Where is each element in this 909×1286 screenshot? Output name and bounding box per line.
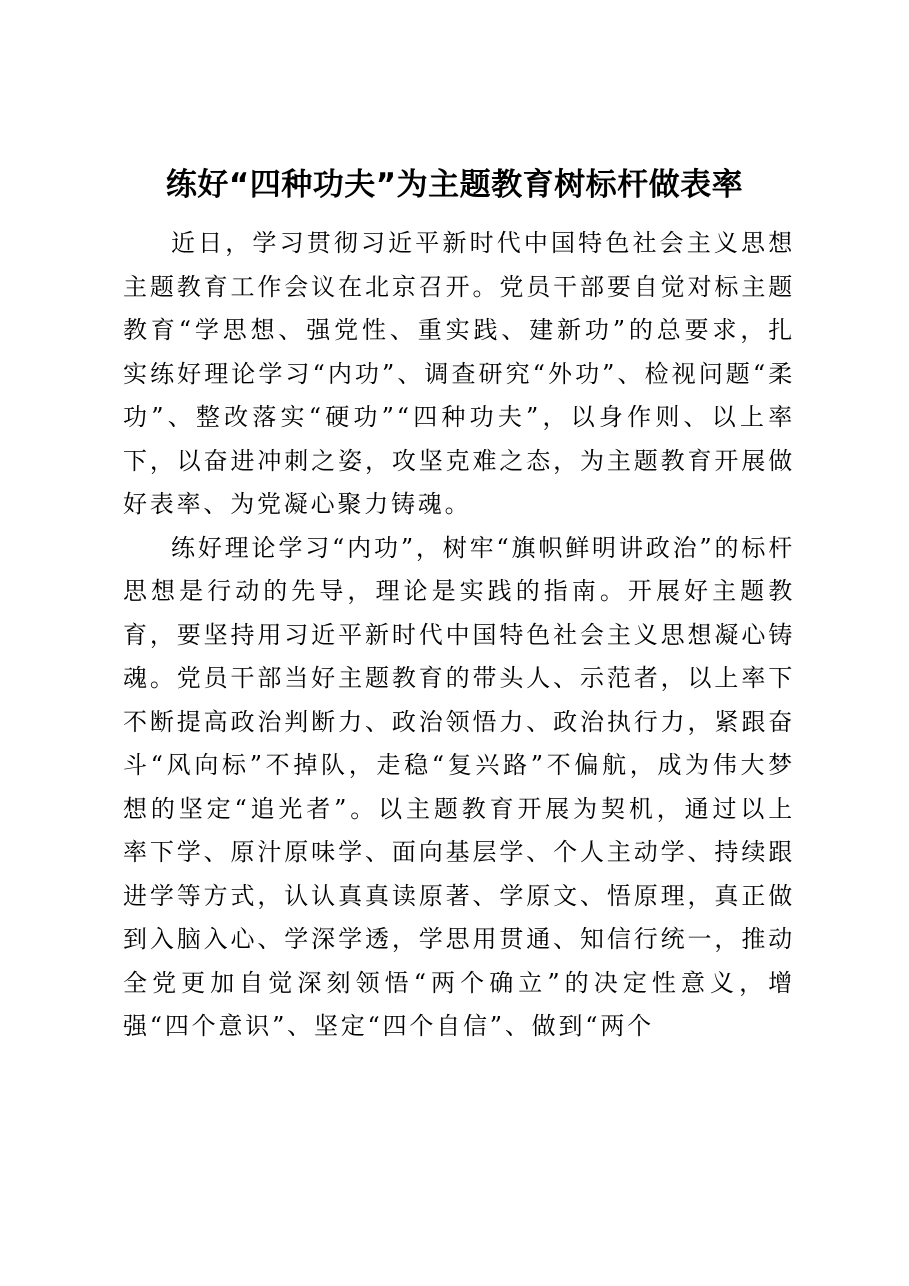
document-title: 练好“四种功夫”为主题教育树标杆做表率 (165, 167, 744, 203)
paragraph-theory-study: 练好理论学习“内功”，树牢“旗帜鲜明讲政治”的标杆思想是行动的先导，理论是实践的指南。开展好主题教育，要坚持用习近平新时代中国特色社会主义思想凝心铸魂。党员干部当好主题教育的带头人、示范者，以上率下不断提高政治判断力、政治领悟力、政治执行力，紧跟奋斗“风向标”不掉队，走稳“复兴路”不偏航，成为伟大梦想的坚定“追光者”。以主题教育开展为契机，通过以上率下学、原汁原味学、面向基层学、个人主动学、持续跟进学等方式，认认真真读原著、学原文、悟原理，真正做到入脑入心、学深学透，学思用贯通、知信行统一，推动全党更加自觉深刻领悟“两个确立”的决定性意义，增强“四个意识”、坚定“四个自信”、做到“两个 (123, 533, 795, 1040)
paragraph-intro: 近日，学习贯彻习近平新时代中国特色社会主义思想主题教育工作会议在北京召开。党员干部要自觉对标主题教育“学思想、强党性、重实践、建新功”的总要求，扎实练好理论学习“内功”、调查研究“外功”、检视问题“柔功”、整改落实“硬功”“四种功夫”，以身作则、以上率下，以奋进冲刺之姿，攻坚克难之态，为主题教育开展做好表率、为党凝心聚力铸魂。 (123, 229, 795, 518)
document-body (123, 220, 795, 1049)
